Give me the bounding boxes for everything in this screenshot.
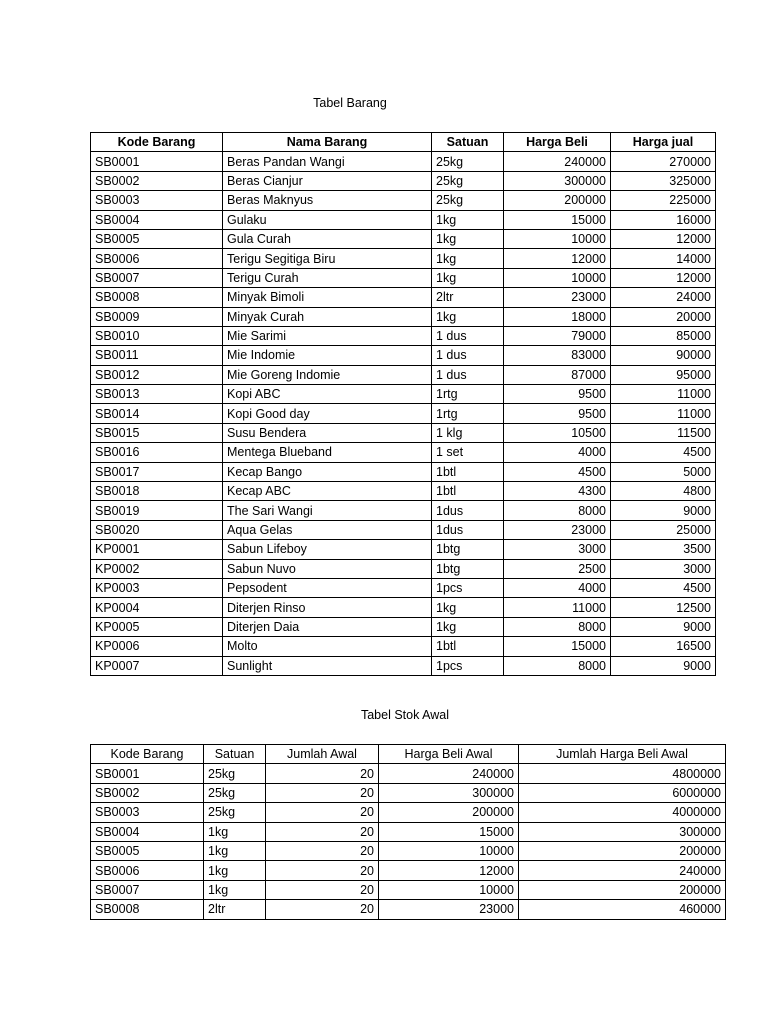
table-cell: 240000 <box>504 152 611 171</box>
table-cell: 85000 <box>611 326 716 345</box>
table-row <box>91 783 726 802</box>
table-cell: 9000 <box>611 656 716 675</box>
table-cell: KP0005 <box>91 617 223 636</box>
table-row <box>91 365 716 384</box>
table-cell: KP0002 <box>91 559 223 578</box>
table-row <box>91 307 716 326</box>
table-cell: Mie Indomie <box>223 346 432 365</box>
table-cell: 15000 <box>504 210 611 229</box>
table-cell: SB0011 <box>91 346 223 365</box>
table-cell: Minyak Curah <box>223 307 432 326</box>
table-cell: 4800000 <box>519 764 726 783</box>
table-cell: 10000 <box>504 229 611 248</box>
table-row <box>91 326 716 345</box>
table-cell: Pepsodent <box>223 578 432 597</box>
table-cell: 1 dus <box>432 326 504 345</box>
table-cell: 1kg <box>204 841 266 860</box>
table-cell: 3500 <box>611 540 716 559</box>
table-cell: 225000 <box>611 191 716 210</box>
table-cell: 1pcs <box>432 656 504 675</box>
table-row <box>91 229 716 248</box>
table-cell: 460000 <box>519 900 726 919</box>
table-cell: 1dus <box>432 501 504 520</box>
table-row <box>91 900 726 919</box>
table-row <box>91 841 726 860</box>
table-row <box>91 249 716 268</box>
table-cell: 15000 <box>379 822 519 841</box>
table-row <box>91 288 716 307</box>
table-row <box>91 443 716 462</box>
table-row <box>91 385 716 404</box>
table-cell: SB0010 <box>91 326 223 345</box>
table-cell: 12500 <box>611 598 716 617</box>
table-cell: 1kg <box>204 861 266 880</box>
table-cell: 12000 <box>611 268 716 287</box>
table-cell: 5000 <box>611 462 716 481</box>
column-header: Kode Barang <box>91 745 204 764</box>
table-cell: 9000 <box>611 501 716 520</box>
table-cell: 20 <box>266 764 379 783</box>
table-cell: Mentega Blueband <box>223 443 432 462</box>
table-cell: 15000 <box>504 637 611 656</box>
table-cell: 4000 <box>504 578 611 597</box>
table-row <box>91 617 716 636</box>
table-cell: 16000 <box>611 210 716 229</box>
table-cell: 325000 <box>611 171 716 190</box>
tabel-barang <box>90 132 716 676</box>
table-cell: 25kg <box>204 783 266 802</box>
column-header: Harga Beli Awal <box>379 745 519 764</box>
table-header-row <box>91 133 716 152</box>
table-row <box>91 578 716 597</box>
table-cell: SB0017 <box>91 462 223 481</box>
table-row <box>91 462 716 481</box>
table-cell: SB0004 <box>91 822 204 841</box>
table-cell: 12000 <box>504 249 611 268</box>
table-cell: KP0007 <box>91 656 223 675</box>
table-cell: 20 <box>266 783 379 802</box>
table-cell: 24000 <box>611 288 716 307</box>
table-cell: 200000 <box>519 841 726 860</box>
table-row <box>91 656 716 675</box>
tabel-stok-awal-body <box>91 764 726 919</box>
column-header: Satuan <box>204 745 266 764</box>
table-cell: 25kg <box>432 152 504 171</box>
table-cell: 1btl <box>432 482 504 501</box>
table-cell: 20 <box>266 803 379 822</box>
table-cell: SB0008 <box>91 900 204 919</box>
table-cell: 12000 <box>379 861 519 880</box>
table-cell: 1kg <box>432 617 504 636</box>
table-cell: 25kg <box>204 764 266 783</box>
table-cell: 90000 <box>611 346 716 365</box>
table-cell: Mie Goreng Indomie <box>223 365 432 384</box>
table-cell: 6000000 <box>519 783 726 802</box>
table-cell: 300000 <box>519 822 726 841</box>
table-cell: 20 <box>266 841 379 860</box>
table-cell: 2500 <box>504 559 611 578</box>
table-row <box>91 598 716 617</box>
table-cell: 11500 <box>611 423 716 442</box>
table-row <box>91 637 716 656</box>
table-cell: 1kg <box>204 880 266 899</box>
column-header: Harga Beli <box>504 133 611 152</box>
table-cell: 12000 <box>611 229 716 248</box>
table-cell: Susu Bendera <box>223 423 432 442</box>
table-cell: SB0001 <box>91 764 204 783</box>
table-cell: Gulaku <box>223 210 432 229</box>
table-row <box>91 268 716 287</box>
table-cell: SB0005 <box>91 229 223 248</box>
table-cell: 1 set <box>432 443 504 462</box>
table-cell: Sabun Lifeboy <box>223 540 432 559</box>
table-cell: 4800 <box>611 482 716 501</box>
table-cell: Sunlight <box>223 656 432 675</box>
table-cell: Diterjen Rinso <box>223 598 432 617</box>
table-cell: Diterjen Daia <box>223 617 432 636</box>
table-cell: 1 dus <box>432 346 504 365</box>
table-cell: SB0003 <box>91 191 223 210</box>
table-cell: 23000 <box>379 900 519 919</box>
table-cell: Terigu Curah <box>223 268 432 287</box>
table-cell: 1rtg <box>432 404 504 423</box>
column-header: Jumlah Harga Beli Awal <box>519 745 726 764</box>
column-header: Nama Barang <box>223 133 432 152</box>
table-cell: 10500 <box>504 423 611 442</box>
table-cell: 8000 <box>504 501 611 520</box>
table-cell: 25kg <box>432 191 504 210</box>
table-cell: Beras Cianjur <box>223 171 432 190</box>
table-row <box>91 861 726 880</box>
table-cell: 79000 <box>504 326 611 345</box>
table-cell: 4500 <box>611 578 716 597</box>
table-cell: KP0004 <box>91 598 223 617</box>
table-cell: 1kg <box>432 598 504 617</box>
table-cell: 3000 <box>611 559 716 578</box>
tabel-barang-body <box>91 152 716 676</box>
table-cell: SB0003 <box>91 803 204 822</box>
table-cell: Aqua Gelas <box>223 520 432 539</box>
table-row <box>91 482 716 501</box>
table-cell: 10000 <box>379 880 519 899</box>
table-row <box>91 152 716 171</box>
tabel-stok-awal <box>90 744 726 920</box>
table-cell: 11000 <box>611 385 716 404</box>
column-header: Satuan <box>432 133 504 152</box>
table-cell: 95000 <box>611 365 716 384</box>
table-cell: 270000 <box>611 152 716 171</box>
table-cell: 8000 <box>504 617 611 636</box>
table-cell: 240000 <box>519 861 726 880</box>
table-cell: 1kg <box>204 822 266 841</box>
table-cell: 4000 <box>504 443 611 462</box>
table-row <box>91 210 716 229</box>
table-cell: 4300 <box>504 482 611 501</box>
table-cell: 20 <box>266 900 379 919</box>
table-cell: 11000 <box>504 598 611 617</box>
table-cell: 25kg <box>204 803 266 822</box>
table-row <box>91 822 726 841</box>
table-cell: SB0014 <box>91 404 223 423</box>
table-cell: Beras Maknyus <box>223 191 432 210</box>
table-cell: SB0018 <box>91 482 223 501</box>
table-cell: 200000 <box>379 803 519 822</box>
table-row <box>91 540 716 559</box>
table-cell: KP0001 <box>91 540 223 559</box>
table-cell: 10000 <box>379 841 519 860</box>
table-cell: 1pcs <box>432 578 504 597</box>
table-cell: SB0020 <box>91 520 223 539</box>
table-cell: Kopi ABC <box>223 385 432 404</box>
table-cell: 25kg <box>432 171 504 190</box>
table-cell: 1btl <box>432 462 504 481</box>
table-cell: SB0019 <box>91 501 223 520</box>
table-cell: The Sari Wangi <box>223 501 432 520</box>
table-cell: SB0013 <box>91 385 223 404</box>
table-cell: KP0006 <box>91 637 223 656</box>
table-cell: 2ltr <box>432 288 504 307</box>
table-cell: Beras Pandan Wangi <box>223 152 432 171</box>
column-header: Jumlah Awal <box>266 745 379 764</box>
table-cell: 20000 <box>611 307 716 326</box>
table-cell: 200000 <box>504 191 611 210</box>
table-cell: 1kg <box>432 249 504 268</box>
table-cell: Mie Sarimi <box>223 326 432 345</box>
table-cell: SB0002 <box>91 171 223 190</box>
table-cell: 1kg <box>432 210 504 229</box>
table-cell: 1 dus <box>432 365 504 384</box>
table-cell: 9500 <box>504 404 611 423</box>
table-cell: 16500 <box>611 637 716 656</box>
table-cell: 11000 <box>611 404 716 423</box>
table-cell: 4500 <box>504 462 611 481</box>
table-cell: Gula Curah <box>223 229 432 248</box>
table-cell: SB0008 <box>91 288 223 307</box>
table-cell: 1btg <box>432 559 504 578</box>
table-cell: 300000 <box>504 171 611 190</box>
table-cell: 20 <box>266 861 379 880</box>
table-row <box>91 520 716 539</box>
table-cell: 1dus <box>432 520 504 539</box>
table-cell: SB0006 <box>91 861 204 880</box>
table-cell: SB0002 <box>91 783 204 802</box>
tabel-stok-awal-title: Tabel Stok Awal <box>360 708 450 722</box>
table-cell: SB0015 <box>91 423 223 442</box>
table-cell: SB0006 <box>91 249 223 268</box>
table-cell: SB0007 <box>91 268 223 287</box>
table-cell: Sabun Nuvo <box>223 559 432 578</box>
table-cell: 20 <box>266 822 379 841</box>
table-cell: SB0004 <box>91 210 223 229</box>
table-row <box>91 423 716 442</box>
table-cell: 18000 <box>504 307 611 326</box>
table-cell: Kecap Bango <box>223 462 432 481</box>
table-cell: 25000 <box>611 520 716 539</box>
table-row <box>91 191 716 210</box>
table-cell: 83000 <box>504 346 611 365</box>
table-row <box>91 346 716 365</box>
table-cell: SB0007 <box>91 880 204 899</box>
table-row <box>91 764 726 783</box>
table-cell: 14000 <box>611 249 716 268</box>
table-cell: Terigu Segitiga Biru <box>223 249 432 268</box>
table-cell: SB0009 <box>91 307 223 326</box>
table-cell: 3000 <box>504 540 611 559</box>
table-row <box>91 559 716 578</box>
table-cell: Molto <box>223 637 432 656</box>
table-cell: 300000 <box>379 783 519 802</box>
table-cell: 87000 <box>504 365 611 384</box>
table-cell: 1btg <box>432 540 504 559</box>
table-cell: 4000000 <box>519 803 726 822</box>
table-cell: SB0012 <box>91 365 223 384</box>
table-cell: KP0003 <box>91 578 223 597</box>
table-cell: Kopi Good day <box>223 404 432 423</box>
table-cell: 2ltr <box>204 900 266 919</box>
table-cell: 4500 <box>611 443 716 462</box>
table-cell: 9500 <box>504 385 611 404</box>
table-row <box>91 501 716 520</box>
table-header-row <box>91 745 726 764</box>
table-cell: SB0005 <box>91 841 204 860</box>
column-header: Kode Barang <box>91 133 223 152</box>
table-row <box>91 171 716 190</box>
table-cell: 1 klg <box>432 423 504 442</box>
table-cell: Minyak Bimoli <box>223 288 432 307</box>
table-cell: Kecap ABC <box>223 482 432 501</box>
table-cell: 200000 <box>519 880 726 899</box>
table-row <box>91 880 726 899</box>
table-cell: 1btl <box>432 637 504 656</box>
table-cell: 20 <box>266 880 379 899</box>
table-cell: 9000 <box>611 617 716 636</box>
table-cell: 10000 <box>504 268 611 287</box>
column-header: Harga jual <box>611 133 716 152</box>
table-cell: 1kg <box>432 229 504 248</box>
table-row <box>91 803 726 822</box>
tabel-barang-title: Tabel Barang <box>313 96 387 110</box>
table-cell: SB0001 <box>91 152 223 171</box>
table-cell: 1kg <box>432 268 504 287</box>
table-cell: 23000 <box>504 288 611 307</box>
table-cell: 23000 <box>504 520 611 539</box>
table-cell: 1kg <box>432 307 504 326</box>
table-cell: SB0016 <box>91 443 223 462</box>
table-cell: 1rtg <box>432 385 504 404</box>
table-cell: 240000 <box>379 764 519 783</box>
table-row <box>91 404 716 423</box>
table-cell: 8000 <box>504 656 611 675</box>
